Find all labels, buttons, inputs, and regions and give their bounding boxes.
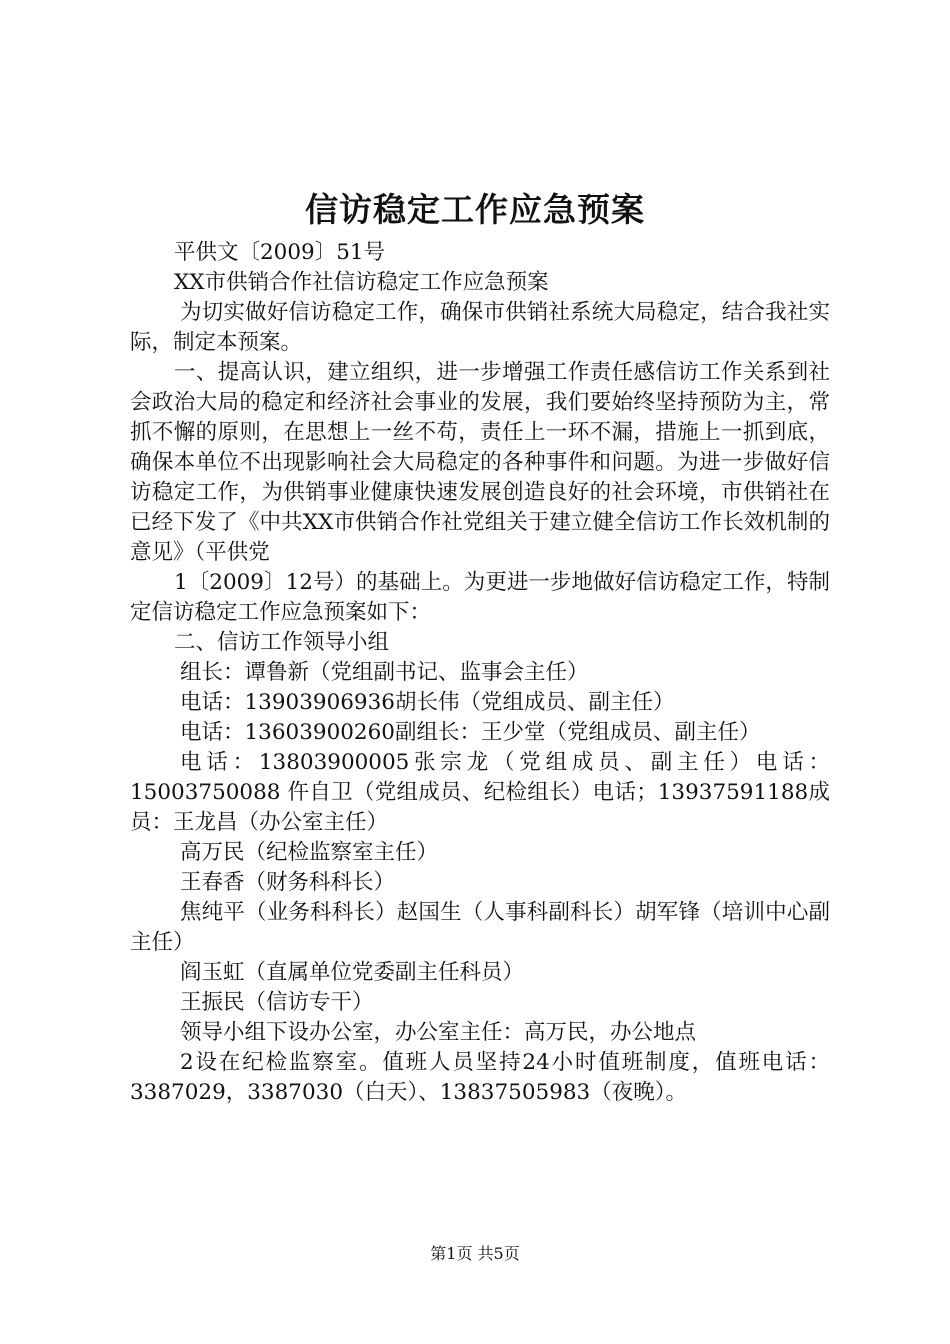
paragraph-intro: 为切实做好信访稳定工作，确保市供销社系统大局稳定，结合我社实际，制定本预案。 — [130, 300, 830, 355]
page-number: 第1页 共5页 — [430, 1244, 520, 1263]
team-member-5: 王振民（信访专干） — [180, 990, 374, 1015]
team-phone-2: 电话：13603900260副组长：王少堂（党组成员、副主任） — [180, 720, 761, 745]
duty-info: 2设在纪检监察室。值班人员坚持24小时值班制度，值班电话：3387029，3387030（白天）、13837505983（夜晚）。 — [130, 1050, 830, 1105]
office-info: 领导小组下设办公室，办公室主任：高万民，办公地点 — [180, 1020, 697, 1045]
plan-name: XX市供销合作社信访稳定工作应急预案 — [174, 270, 549, 295]
document-body — [130, 238, 830, 1108]
team-phone-3: 电话：13803900005张宗龙（党组成员、副主任）电话：15003750088 仵自卫（党组成员、纪检组长）电话；13937591188成员：王龙昌（办公室主任） — [130, 750, 830, 835]
document-number: 平供文〔2009〕51号 — [174, 240, 386, 265]
section-heading-2: 二、信访工作领导小组 — [174, 630, 390, 655]
team-member-4: 阎玉虹（直属单位党委副主任科员） — [180, 960, 525, 985]
team-member-1: 高万民（纪检监察室主任） — [180, 840, 439, 865]
document-title: 信访稳定工作应急预案 — [305, 190, 645, 229]
paragraph-section-1: 一、提高认识，建立组织，进一步增强工作责任感信访工作关系到社会政治大局的稳定和经济社会事业的发展，我们要始终坚持预防为主，常抓不懈的原则，在思想上一丝不苟，责任上一环不漏，措施上一抓到底，确保本单位不出现影响社会大局稳定的各种事件和问题。为进一步做好信访稳定工作，为供销事业健康快速发展创造良好的社会环境，市供销社在已经下发了《中共XX市供销合作社党组关于建立健全信访工作长效机制的意见》（平供党 — [130, 360, 830, 565]
team-member-2: 王春香（财务科科长） — [180, 870, 396, 895]
team-leader: 组长：谭鲁新（党组副书记、监事会主任） — [180, 660, 589, 685]
paragraph-basis: 1〔2009〕12号）的基础上。为更进一步地做好信访稳定工作，特制定信访稳定工作应急预案如下： — [130, 570, 830, 625]
team-member-3: 焦纯平（业务科科长）赵国生（人事科副科长）胡军锋（培训中心副主任） — [130, 900, 830, 955]
team-phone-1: 电话：13903906936胡长伟（党组成员、副主任） — [180, 690, 675, 715]
